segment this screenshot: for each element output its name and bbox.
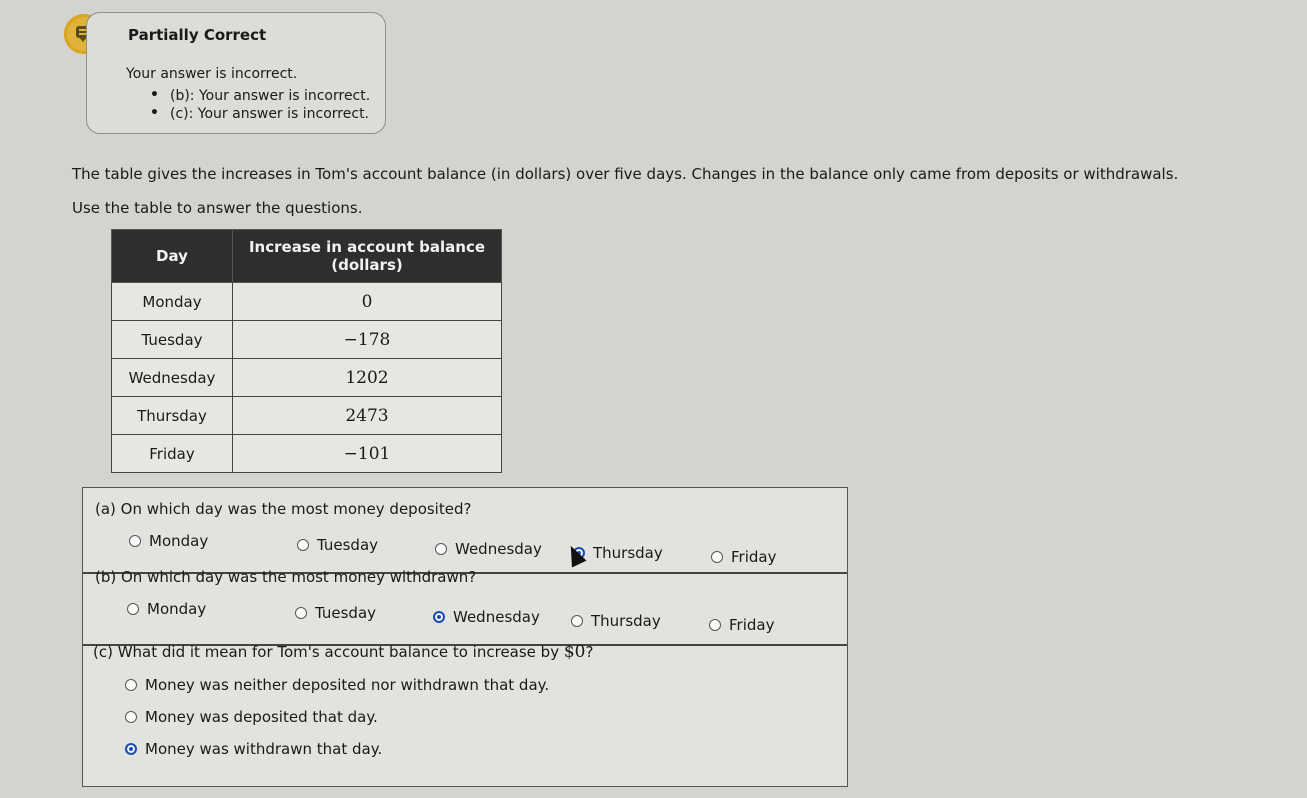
question-c-amount: $0 — [563, 642, 586, 662]
option-c-withdrawn[interactable] — [125, 740, 382, 758]
option-b-friday[interactable] — [709, 616, 774, 634]
option-label: Friday — [729, 616, 775, 634]
radio-icon[interactable] — [125, 711, 137, 723]
radio-icon[interactable] — [129, 535, 141, 547]
option-b-wednesday[interactable] — [433, 608, 540, 626]
option-label: Money was deposited that day. — [145, 708, 378, 726]
option-a-friday[interactable] — [711, 548, 776, 566]
table-row — [112, 435, 502, 473]
radio-icon[interactable] — [435, 543, 447, 555]
radio-icon[interactable] — [297, 539, 309, 551]
questions-panel — [82, 487, 848, 787]
feedback-message: Your answer is incorrect. — [126, 66, 298, 82]
radio-icon[interactable] — [711, 551, 723, 563]
table-row — [112, 283, 502, 321]
question-a-text: (a) On which day was the most money deposited? — [95, 500, 472, 518]
option-label: Friday — [731, 548, 777, 566]
radio-icon[interactable] — [295, 607, 307, 619]
option-label: Tuesday — [317, 536, 379, 554]
option-label: Thursday — [591, 612, 661, 630]
option-a-tuesday[interactable] — [297, 536, 378, 554]
value-cell: 1202 — [233, 359, 502, 397]
feedback-list — [150, 88, 370, 124]
problem-instruction: Use the table to answer the questions. — [72, 199, 363, 217]
day-cell: Wednesday — [112, 359, 233, 397]
radio-icon[interactable] — [571, 615, 583, 627]
option-label: Thursday — [593, 544, 663, 562]
feedback-item-b: • (b): Your answer is incorrect. — [150, 88, 370, 104]
option-b-monday[interactable] — [127, 600, 206, 618]
table-row — [112, 397, 502, 435]
radio-icon[interactable] — [709, 619, 721, 631]
option-label: Money was neither deposited nor withdrawn that day. — [145, 676, 550, 694]
option-label: Tuesday — [315, 604, 377, 622]
option-b-tuesday[interactable] — [295, 604, 376, 622]
value-cell: −101 — [233, 435, 502, 473]
table-row — [112, 321, 502, 359]
balance-table — [111, 229, 502, 473]
problem-intro: The table gives the increases in Tom's account balance (in dollars) over five days. Changes in the balance only came from deposits or withdrawals. — [72, 165, 1179, 183]
feedback-item-c: • (c): Your answer is incorrect. — [150, 106, 370, 122]
day-cell: Thursday — [112, 397, 233, 435]
option-c-neither[interactable] — [125, 676, 549, 694]
value-cell: 0 — [233, 283, 502, 321]
option-label: Wednesday — [455, 540, 542, 558]
radio-selected-icon[interactable] — [433, 611, 445, 623]
day-cell: Tuesday — [112, 321, 233, 359]
value-cell: −178 — [233, 321, 502, 359]
option-label: Wednesday — [453, 608, 540, 626]
question-c-prefix: (c) What did it mean for Tom's account balance to increase by — [93, 643, 564, 661]
col-header-increase: Increase in account balance (dollars) — [233, 230, 502, 283]
radio-selected-icon[interactable] — [125, 743, 137, 755]
option-a-thursday[interactable] — [573, 544, 663, 562]
option-c-deposited[interactable] — [125, 708, 378, 726]
radio-icon[interactable] — [127, 603, 139, 615]
table-row — [112, 359, 502, 397]
feedback-title: Partially Correct — [128, 26, 267, 44]
value-cell: 2473 — [233, 397, 502, 435]
col-header-day: Day — [112, 230, 233, 283]
option-label: Money was withdrawn that day. — [145, 740, 383, 758]
option-b-thursday[interactable] — [571, 612, 661, 630]
question-c-suffix: ? — [585, 643, 594, 661]
day-cell: Monday — [112, 283, 233, 321]
day-cell: Friday — [112, 435, 233, 473]
question-b-text: (b) On which day was the most money withdrawn? — [95, 568, 477, 586]
option-a-monday[interactable] — [129, 532, 208, 550]
option-label: Monday — [147, 600, 207, 618]
radio-icon[interactable] — [125, 679, 137, 691]
question-c-text — [93, 642, 593, 662]
option-a-wednesday[interactable] — [435, 540, 542, 558]
option-label: Monday — [149, 532, 209, 550]
